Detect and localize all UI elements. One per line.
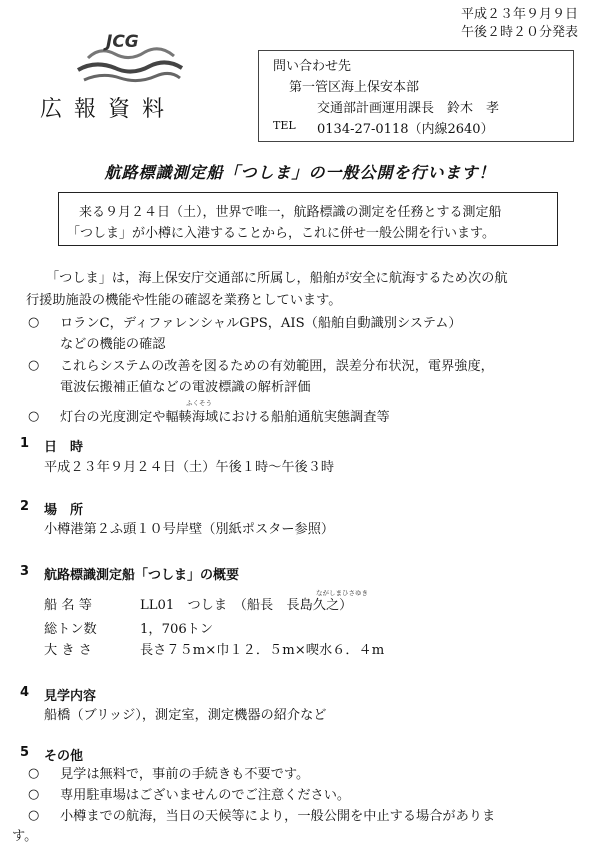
section-1-title: 日 時: [44, 440, 84, 455]
bullet-marker: ○: [28, 315, 40, 330]
contact-tel-label: TEL: [273, 119, 296, 132]
summary-line-1: 来る９月２４日（土），世界で唯一，航路標識の測定を任務とする測定船: [79, 205, 502, 220]
spec-name-label: 船 名 等: [44, 598, 92, 613]
intro-line-1: 「つしま」は，海上保安庁交通部に所属し，船舶が安全に航海するため次の航: [46, 271, 508, 286]
page-title: 航路標識測定船「つしま」の一般公開を行います！: [104, 163, 496, 182]
logo-text: JCG: [106, 32, 139, 52]
contact-person: 交通部計画運用課長 鈴木 孝: [317, 101, 500, 116]
spec-size-label: 大 き さ: [44, 643, 92, 658]
contact-box: [258, 50, 574, 142]
other-2: 専用駐車場はございませんのでご注意ください。: [60, 788, 351, 803]
section-3-number: 3: [20, 564, 30, 579]
press-release-heading: 広報資料: [40, 97, 177, 122]
section-5-title: その他: [44, 749, 84, 764]
summary-line-2: 「つしま」が小樽に入港することから，これに併せ一般公開を行います。: [67, 226, 495, 241]
bullet-marker: ○: [28, 787, 40, 802]
bullet-marker: ○: [28, 358, 40, 373]
release-time: 午後２時２０分発表: [460, 25, 578, 40]
summary-box: [58, 192, 558, 246]
bullet-1-line-2: などの機能の確認: [60, 337, 166, 352]
bullet-marker: ○: [28, 409, 40, 424]
other-3-line-1: 小樽までの航海，当日の天候等により，一般公開を中止する場合がありま: [60, 809, 496, 824]
release-date: 平成２３年９月９日: [460, 7, 578, 22]
contact-org: 第一管区海上保安本部: [289, 80, 420, 95]
contact-label: 問い合わせ先: [273, 59, 352, 74]
bullet-marker: ○: [28, 766, 40, 781]
bullet-marker: ○: [28, 808, 40, 823]
bullet-1-line-1: ロランC，ディファレンシャルGPS，AIS（船舶自動識別システム）: [60, 316, 462, 331]
spec-tonnage-label: 総トン数: [44, 622, 97, 637]
bullet-2-line-1: これらシステムの改善を図るための有効範囲，誤差分布状況，電界強度，: [60, 359, 494, 374]
bullet-3: 灯台の光度測定や輻輳海域における船舶通航実態調査等: [60, 410, 390, 425]
section-1-body: 平成２３年９月２４日（土）午後１時～午後３時: [44, 460, 335, 475]
section-3-title: 航路標識測定船「つしま」の概要: [44, 568, 240, 583]
section-2-title: 場 所: [44, 503, 84, 518]
jcg-logo: [70, 32, 190, 90]
section-4-body: 船橋（ブリッジ），測定室，測定機器の紹介など: [44, 708, 327, 723]
section-2-body: 小樽港第２ふ頭１０号岸壁（別紙ポスター参照）: [44, 522, 335, 537]
spec-size-value: 長さ７５m×巾１２．５m×喫水６．４m: [140, 643, 385, 658]
other-3-line-2: す。: [12, 829, 38, 844]
ruby-nagashima: ながしまひさゆき: [316, 589, 368, 597]
intro-line-2: 行援助施設の機能や性能の確認を業務としています。: [26, 293, 342, 308]
section-1-number: 1: [20, 436, 30, 451]
section-5-number: 5: [20, 745, 30, 760]
section-2-number: 2: [20, 499, 30, 514]
section-4-number: 4: [20, 685, 30, 700]
spec-tonnage-value: 1，706トン: [140, 622, 214, 637]
other-1: 見学は無料で，事前の手続きも不要です。: [60, 767, 310, 782]
section-4-title: 見学内容: [44, 689, 97, 704]
contact-tel: 0134-27-0118（内線2640）: [317, 122, 494, 137]
bullet-2-line-2: 電波伝搬補正値などの電波標識の解析評価: [60, 380, 311, 395]
ruby-fukuso: ふくそう: [186, 399, 212, 407]
spec-name-value: LL01 つしま （船長 長島久之）: [140, 598, 353, 613]
